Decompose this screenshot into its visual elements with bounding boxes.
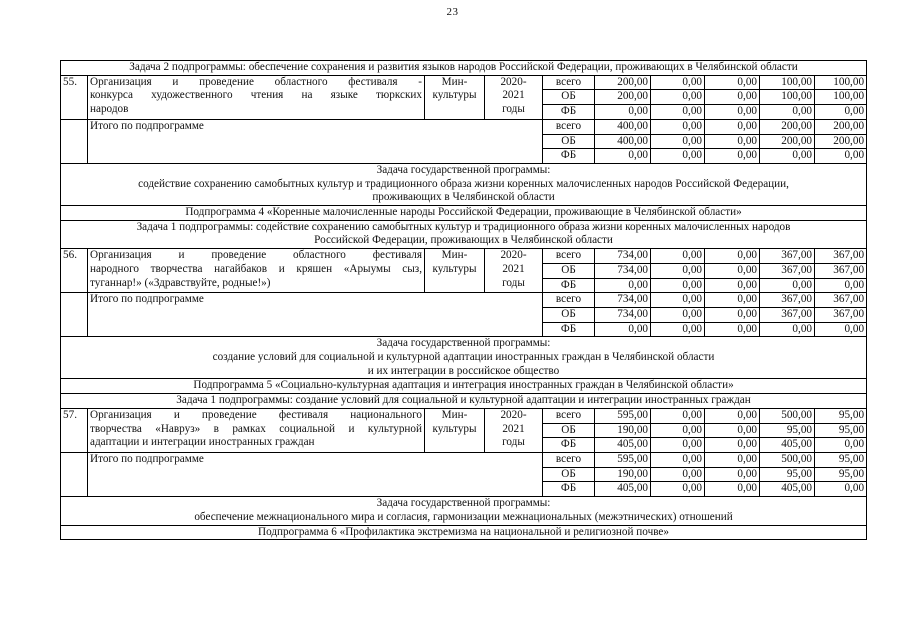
value-cell: 0,00 <box>651 134 705 149</box>
value-cell: 0,00 <box>651 105 705 120</box>
item-name: Организация и проведение областного фестиваля - конкурса художественного чтения на языке тюркских народов <box>88 75 425 119</box>
value-cell: 400,00 <box>595 134 651 149</box>
value-cell: 734,00 <box>595 249 651 264</box>
item-name: Организация и проведение областного фестиваля народного творчества нагайбаков и кряшен «Арыумы сыз, туганнар!» («Здравствуйте, родные!») <box>88 249 425 293</box>
subprogram-title: Подпрограмма 5 «Социально-культурная адаптация и интеграция иностранных граждан в Челябинской области» <box>61 379 867 394</box>
table-row <box>61 249 867 264</box>
funding-tag: ОБ <box>543 134 595 149</box>
value-cell: 595,00 <box>595 452 651 467</box>
value-cell: 0,00 <box>651 307 705 322</box>
value-cell: 0,00 <box>705 278 760 293</box>
funding-tag: ОБ <box>543 423 595 438</box>
value-cell: 0,00 <box>705 408 760 423</box>
value-cell: 0,00 <box>595 322 651 337</box>
value-cell: 0,00 <box>651 90 705 105</box>
value-cell: 0,00 <box>651 75 705 90</box>
value-cell: 0,00 <box>760 105 815 120</box>
value-cell: 0,00 <box>815 149 867 164</box>
subprogram-task-text: Задача 1 подпрограммы: создание условий для социальной и культурной адаптации и интеграции иностранных граждан <box>61 394 867 409</box>
value-cell: 95,00 <box>760 423 815 438</box>
value-cell: 200,00 <box>815 134 867 149</box>
funding-tag: ОБ <box>543 467 595 482</box>
responsible-ministry: Мин- культуры <box>425 75 485 119</box>
value-cell: 95,00 <box>815 452 867 467</box>
state-task-text: Задача государственной программы: содействие сохранению самобытных культур и традиционного образа жизни коренных малочисленных народов Российской Федерации, проживающих в Челябинской области <box>61 163 867 205</box>
value-cell: 100,00 <box>760 90 815 105</box>
funding-tag: всего <box>543 408 595 423</box>
subtotal-label: Итого по подпрограмме <box>88 293 543 337</box>
item-number: 57. <box>61 408 88 452</box>
subtotal-label: Итого по подпрограмме <box>88 119 543 163</box>
empty-cell <box>61 119 88 163</box>
period-years: 2020- 2021 годы <box>485 408 543 452</box>
item-name: Организация и проведение фестиваля национального творчества «Навруз» в рамках социальной и культурной адаптации и интеграции иностранных граждан <box>88 408 425 452</box>
value-cell: 0,00 <box>705 322 760 337</box>
value-cell: 0,00 <box>705 307 760 322</box>
value-cell: 0,00 <box>705 467 760 482</box>
value-cell: 95,00 <box>815 467 867 482</box>
value-cell: 0,00 <box>651 263 705 278</box>
value-cell: 367,00 <box>760 263 815 278</box>
value-cell: 200,00 <box>595 90 651 105</box>
value-cell: 95,00 <box>815 408 867 423</box>
funding-tag: ФБ <box>543 322 595 337</box>
value-cell: 405,00 <box>595 482 651 497</box>
empty-cell <box>61 293 88 337</box>
value-cell: 100,00 <box>815 90 867 105</box>
funding-tag: ОБ <box>543 90 595 105</box>
value-cell: 0,00 <box>651 467 705 482</box>
value-cell: 200,00 <box>760 119 815 134</box>
value-cell: 0,00 <box>651 423 705 438</box>
value-cell: 367,00 <box>815 293 867 308</box>
value-cell: 100,00 <box>815 75 867 90</box>
value-cell: 500,00 <box>760 452 815 467</box>
value-cell: 200,00 <box>760 134 815 149</box>
state-task-text: Задача государственной программы: обеспечение межнационального мира и согласия, гармонизации межнациональных (межэтнических) отношений <box>61 497 867 525</box>
subtotal-row <box>61 293 867 308</box>
subprogram-task-text: Задача 1 подпрограммы: содействие сохранению самобытных культур и традиционного образа жизни коренных малочисленных народов Российской Федерации, проживающих в Челябинской области <box>61 220 867 248</box>
section-header-task2 <box>61 61 867 76</box>
funding-tag: ФБ <box>543 438 595 453</box>
page-number: 23 <box>446 6 459 18</box>
value-cell: 0,00 <box>651 293 705 308</box>
subtotal-label: Итого по подпрограмме <box>88 452 543 496</box>
value-cell: 405,00 <box>595 438 651 453</box>
value-cell: 0,00 <box>705 482 760 497</box>
subprogram-header <box>61 525 867 540</box>
value-cell: 367,00 <box>760 293 815 308</box>
funding-tag: всего <box>543 75 595 90</box>
funding-tag: всего <box>543 249 595 264</box>
subprogram-header <box>61 379 867 394</box>
state-task-header <box>61 337 867 379</box>
value-cell: 0,00 <box>705 105 760 120</box>
item-number: 56. <box>61 249 88 293</box>
value-cell: 0,00 <box>760 278 815 293</box>
state-task-header <box>61 163 867 205</box>
value-cell: 367,00 <box>815 249 867 264</box>
value-cell: 0,00 <box>705 149 760 164</box>
value-cell: 734,00 <box>595 263 651 278</box>
value-cell: 190,00 <box>595 423 651 438</box>
value-cell: 200,00 <box>815 119 867 134</box>
value-cell: 100,00 <box>760 75 815 90</box>
funding-tag: всего <box>543 293 595 308</box>
value-cell: 0,00 <box>705 452 760 467</box>
value-cell: 734,00 <box>595 293 651 308</box>
value-cell: 200,00 <box>595 75 651 90</box>
funding-tag: ФБ <box>543 482 595 497</box>
funding-tag: ФБ <box>543 105 595 120</box>
empty-cell <box>61 452 88 496</box>
value-cell: 405,00 <box>760 482 815 497</box>
value-cell: 0,00 <box>705 263 760 278</box>
value-cell: 367,00 <box>760 249 815 264</box>
funding-tag: ОБ <box>543 307 595 322</box>
value-cell: 0,00 <box>705 249 760 264</box>
value-cell: 0,00 <box>651 278 705 293</box>
value-cell: 500,00 <box>760 408 815 423</box>
value-cell: 0,00 <box>651 452 705 467</box>
funding-tag: всего <box>543 452 595 467</box>
value-cell: 0,00 <box>651 482 705 497</box>
value-cell: 0,00 <box>705 293 760 308</box>
program-table <box>60 60 867 540</box>
value-cell: 0,00 <box>705 90 760 105</box>
value-cell: 0,00 <box>705 134 760 149</box>
value-cell: 0,00 <box>705 438 760 453</box>
value-cell: 95,00 <box>815 423 867 438</box>
table-row <box>61 408 867 423</box>
value-cell: 190,00 <box>595 467 651 482</box>
responsible-ministry: Мин- культуры <box>425 249 485 293</box>
value-cell: 0,00 <box>595 105 651 120</box>
subprogram-title: Подпрограмма 6 «Профилактика экстремизма на национальной и религиозной почве» <box>61 525 867 540</box>
value-cell: 0,00 <box>651 408 705 423</box>
value-cell: 0,00 <box>595 149 651 164</box>
subprogram-header <box>61 206 867 221</box>
value-cell: 0,00 <box>815 105 867 120</box>
period-years: 2020- 2021 годы <box>485 75 543 119</box>
value-cell: 0,00 <box>651 249 705 264</box>
subtotal-row <box>61 452 867 467</box>
value-cell: 0,00 <box>651 438 705 453</box>
value-cell: 405,00 <box>760 438 815 453</box>
state-task-header <box>61 497 867 525</box>
value-cell: 0,00 <box>651 119 705 134</box>
period-years: 2020- 2021 годы <box>485 249 543 293</box>
item-number: 55. <box>61 75 88 119</box>
value-cell: 595,00 <box>595 408 651 423</box>
value-cell: 367,00 <box>760 307 815 322</box>
funding-tag: ОБ <box>543 263 595 278</box>
funding-tag: ФБ <box>543 149 595 164</box>
value-cell: 0,00 <box>815 438 867 453</box>
value-cell: 0,00 <box>651 322 705 337</box>
value-cell: 367,00 <box>815 307 867 322</box>
value-cell: 0,00 <box>760 322 815 337</box>
value-cell: 734,00 <box>595 307 651 322</box>
section-header-text: Задача 2 подпрограммы: обеспечение сохранения и развития языков народов Российской Федерации, проживающих в Челябинской области <box>61 61 867 76</box>
subtotal-row <box>61 119 867 134</box>
value-cell: 0,00 <box>705 75 760 90</box>
value-cell: 95,00 <box>760 467 815 482</box>
value-cell: 0,00 <box>815 322 867 337</box>
value-cell: 400,00 <box>595 119 651 134</box>
subprogram-task-header <box>61 394 867 409</box>
value-cell: 367,00 <box>815 263 867 278</box>
responsible-ministry: Мин- культуры <box>425 408 485 452</box>
value-cell: 0,00 <box>815 482 867 497</box>
funding-tag: всего <box>543 119 595 134</box>
funding-tag: ФБ <box>543 278 595 293</box>
subprogram-task-header <box>61 220 867 248</box>
value-cell: 0,00 <box>815 278 867 293</box>
state-task-text: Задача государственной программы: создание условий для социальной и культурной адаптации иностранных граждан в Челябинской области и их интеграции в российское общество <box>61 337 867 379</box>
subprogram-title: Подпрограмма 4 «Коренные малочисленные народы Российской Федерации, проживающие в Челябинской области» <box>61 206 867 221</box>
value-cell: 0,00 <box>595 278 651 293</box>
value-cell: 0,00 <box>705 423 760 438</box>
value-cell: 0,00 <box>651 149 705 164</box>
value-cell: 0,00 <box>705 119 760 134</box>
table-row <box>61 75 867 90</box>
value-cell: 0,00 <box>760 149 815 164</box>
